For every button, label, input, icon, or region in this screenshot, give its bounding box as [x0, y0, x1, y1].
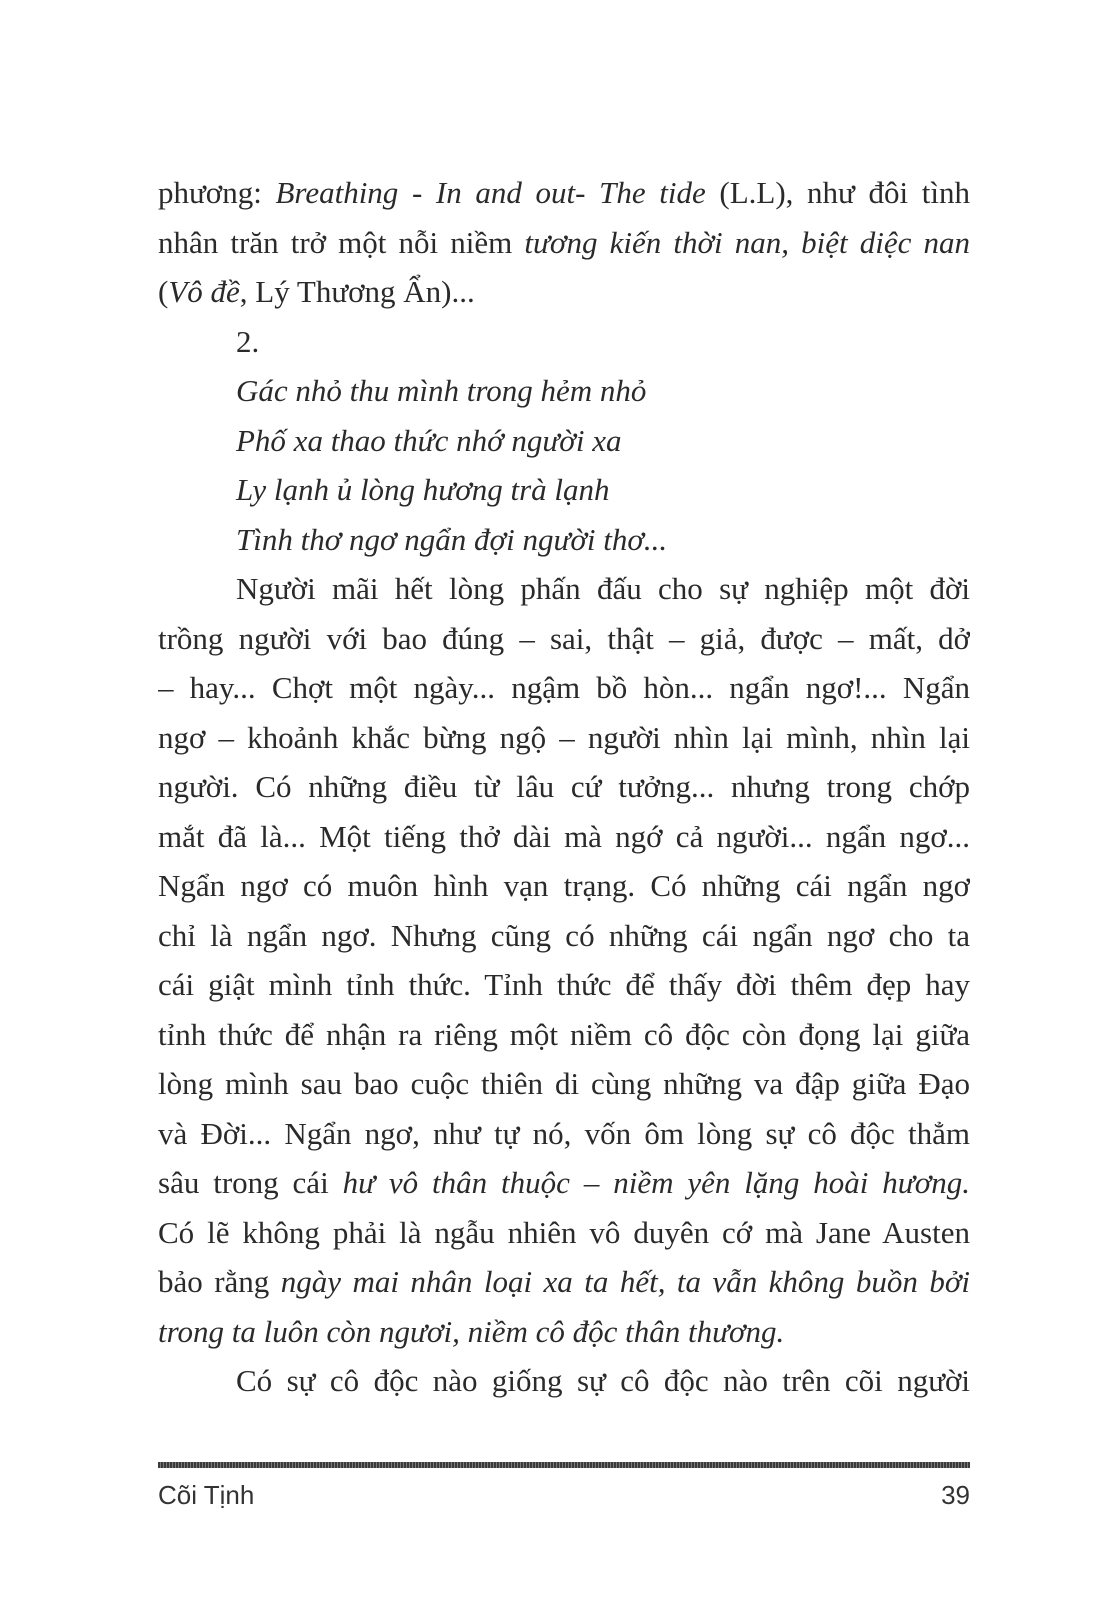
text-run: (L.L), như đôi tình [705, 175, 970, 210]
text-run: sâu trong cái [158, 1165, 343, 1200]
footer-book-title: Cõi Tịnh [158, 1480, 255, 1510]
paragraph-line: Có lẽ không phải là ngẫu nhiên vô duyên cớ mà Jane Austen [158, 1214, 970, 1250]
poem-line: Phố xa thao thức nhớ người xa [236, 422, 622, 458]
page-body [158, 168, 970, 1406]
paragraph-line [158, 1158, 970, 1208]
paragraph-line: tỉnh thức để nhận ra riêng một niềm cô độc còn đọng lại giữa [158, 1016, 970, 1052]
italic-run: Breathing - In and out- The tide [275, 175, 706, 210]
paragraph-line: chỉ là ngẩn ngơ. Nhưng cũng có những cái ngẩn ngơ cho ta [158, 917, 970, 953]
text-line [158, 267, 970, 317]
paragraph-line: Có sự cô độc nào giống sự cô độc nào trên cõi người [236, 1363, 970, 1398]
poem-line: Ly lạnh ủ lòng hương trà lạnh [236, 472, 610, 507]
footer-page-number: 39 [941, 1480, 970, 1510]
poem-line: Tình thơ ngơ ngẩn đợi người thơ... [236, 521, 668, 557]
paragraph-line: và Đời... Ngẩn ngơ, như tự nó, vốn ôm lòng sự cô độc thẳm [158, 1115, 970, 1151]
paragraph-line: – hay... Chợt một ngày... ngậm bồ hòn... ngẩn ngơ!... Ngẩn [158, 670, 970, 705]
italic-run: tương kiến thời nan, biệt diệc nan [524, 224, 970, 260]
section-number: 2. [236, 323, 260, 359]
paragraph-line: mắt đã là... Một tiếng thở dài mà ngớ cả người... ngẩn ngơ... [158, 818, 970, 854]
poem-line: Gác nhỏ thu mình trong hẻm nhỏ [236, 373, 647, 408]
italic-run: hư vô thân thuộc – niềm yên lặng hoài hương. [342, 1165, 970, 1200]
paragraph-line: ngơ – khoảnh khắc bừng ngộ – người nhìn lại mình, nhìn lại [158, 719, 970, 755]
paragraph-line: Ngẩn ngơ có muôn hình vạn trạng. Có những cái ngẩn ngơ [158, 868, 970, 903]
paragraph-line: cái giật mình tỉnh thức. Tỉnh thức để thấy đời thêm đẹp hay [158, 967, 970, 1002]
paragraph-line [158, 1257, 970, 1307]
paragraph-line: trong ta luôn còn ngươi, niềm cô độc thân thương. [158, 1313, 785, 1349]
text-run: phương: [158, 175, 276, 210]
text-run: bảo rằng [158, 1264, 281, 1299]
text-line [158, 168, 970, 218]
paragraph-line: Người mãi hết lòng phấn đấu cho sự nghiệp một đời [236, 571, 970, 606]
text-line [158, 218, 970, 268]
italic-run: Vô đề [168, 274, 240, 309]
text-run: nhân trăn trở một nỗi niềm [158, 224, 525, 260]
paragraph-line: người. Có những điều từ lâu cứ tưởng... nhưng trong chớp [158, 769, 970, 804]
italic-run: ngày mai nhân loại xa ta hết, ta vẫn không buồn bởi [280, 1264, 970, 1299]
text-run: , Lý Thương Ẩn)... [239, 274, 475, 309]
footer-rule [158, 1462, 970, 1468]
paragraph-line: lòng mình sau bao cuộc thiên di cùng những va đập giữa Đạo [158, 1066, 970, 1101]
text-run: ( [158, 274, 169, 309]
paragraph-line: trồng người với bao đúng – sai, thật – giả, được – mất, dở [158, 620, 970, 656]
